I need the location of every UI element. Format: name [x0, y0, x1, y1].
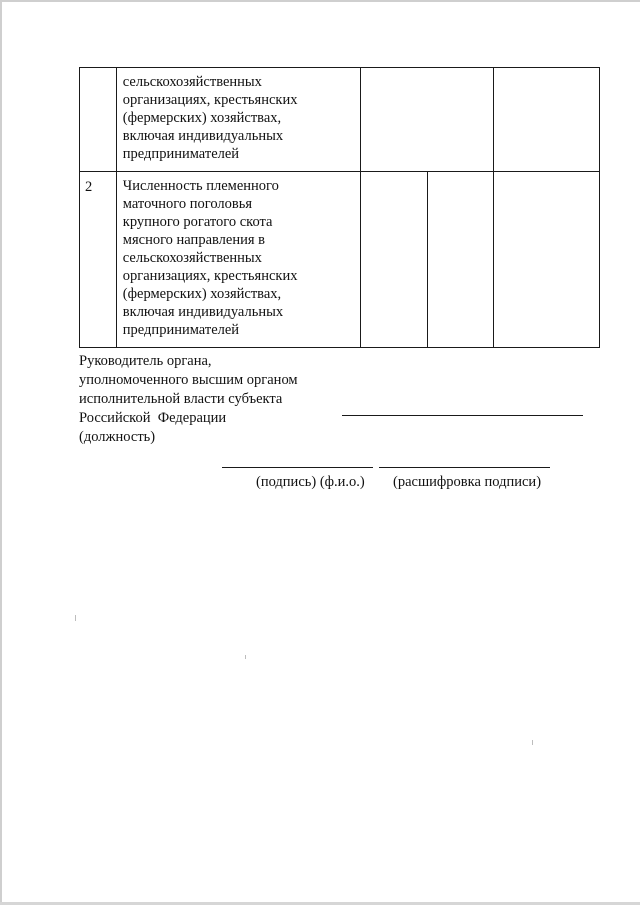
signatory-block — [79, 352, 298, 447]
indicator-line: включая индивидуальных — [122, 304, 284, 320]
table-row — [80, 68, 600, 172]
signatory-line: исполнительной власти субъекта — [79, 391, 283, 407]
value-cell — [494, 68, 600, 172]
value-cell — [427, 172, 493, 348]
indicator-line: крупного рогатого скота — [122, 214, 273, 230]
scan-edge-top — [0, 0, 640, 2]
name-decode-line — [379, 467, 550, 468]
value-cell — [361, 172, 427, 348]
signature-caption: (подпись) (ф.и.о.) — [256, 474, 365, 490]
scan-speck — [75, 615, 76, 621]
signatory-line: Руководитель органа, — [79, 353, 212, 369]
indicator-line: предпринимателей — [122, 322, 240, 338]
row-number-cell — [80, 172, 117, 348]
scan-speck — [245, 655, 246, 659]
indicator-line: организациях, крестьянских — [122, 92, 298, 108]
position-signature-line — [342, 415, 583, 416]
row-number — [80, 68, 116, 74]
table-row — [80, 172, 600, 348]
signatory-line: уполномоченного высшим органом — [79, 372, 298, 388]
signatory-line: (должность) — [79, 429, 156, 445]
signature-line — [222, 467, 373, 468]
row-number: 2 — [85, 179, 93, 195]
indicator-name-cell — [116, 172, 361, 348]
value-cell — [361, 68, 494, 172]
indicator-line: сельскохозяйственных — [122, 74, 262, 90]
indicator-line: предпринимателей — [122, 146, 240, 162]
signatory-line: Российской Федерации — [79, 410, 227, 426]
indicator-line: (фермерских) хозяйствах, — [122, 110, 282, 126]
indicator-line: сельскохозяйственных — [122, 250, 262, 266]
indicator-line: мясного направления в — [122, 232, 265, 248]
scan-speck — [532, 740, 533, 745]
row-number-cell — [80, 68, 117, 172]
indicator-line: маточного поголовья — [122, 196, 252, 212]
value-cell — [494, 172, 600, 348]
indicator-line: организациях, крестьянских — [122, 268, 298, 284]
indicator-line: включая индивидуальных — [122, 128, 284, 144]
indicator-table — [79, 67, 600, 348]
indicator-line: (фермерских) хозяйствах, — [122, 286, 282, 302]
indicator-line: Численность племенного — [122, 178, 279, 194]
decode-caption: (расшифровка подписи) — [393, 474, 542, 490]
scan-edge-left — [0, 0, 2, 905]
indicator-name-cell — [116, 68, 361, 172]
